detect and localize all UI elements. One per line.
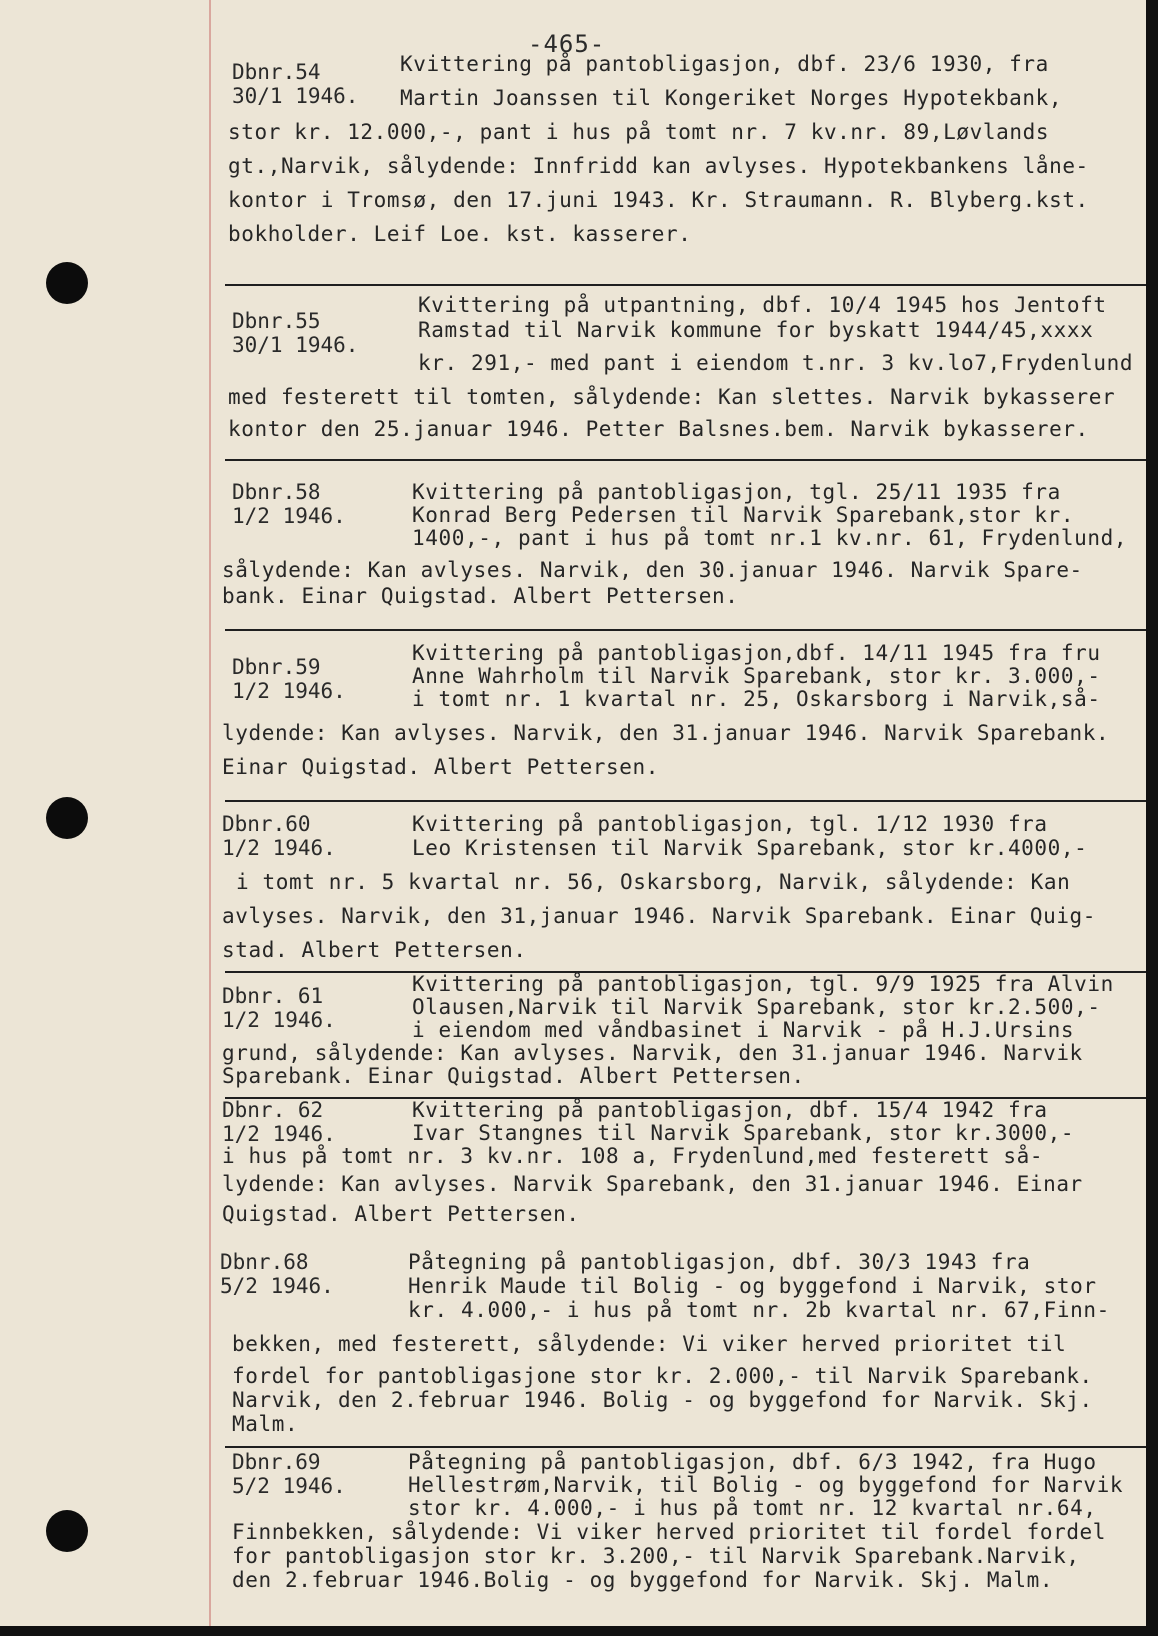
record-line: grund, sålydende: Kan avlyses. Narvik, den 31.januar 1946. Narvik (222, 1041, 1083, 1065)
record-number: Dbnr. 61 (222, 984, 324, 1008)
record-number: Dbnr. 62 (222, 1098, 324, 1122)
record-line: lydende: Kan avlyses. Narvik, den 31.januar 1946. Narvik Sparebank. (222, 721, 1110, 745)
record-line: Olausen,Narvik til Narvik Sparebank, stor kr.2.500,- (412, 995, 1101, 1019)
record-number: Dbnr.58 (232, 480, 321, 504)
record-number: Dbnr.60 (222, 812, 311, 836)
record-line: i tomt nr. 1 kvartal nr. 25, Oskarsborg i Narvik,så- (412, 687, 1101, 711)
record-line: fordel for pantobligasjone stor kr. 2.000,- til Narvik Sparebank. (232, 1364, 1093, 1388)
record-number: Dbnr.59 (232, 655, 321, 679)
record-line: Kvittering på pantobligasjon, tgl. 9/9 1925 fra Alvin (412, 972, 1114, 996)
record-line: bekken, med festerett, sålydende: Vi viker herved prioritet til (232, 1332, 1067, 1356)
record-line: kr. 291,- med pant i eiendom t.nr. 3 kv.lo7,Frydenlund (418, 351, 1134, 375)
record-ref (222, 812, 336, 860)
record-line: Ramstad til Narvik kommune for byskatt 1944/45,xxxx (418, 318, 1094, 342)
record-date: 30/1 1946. (232, 84, 359, 108)
record-number: Dbnr.54 (232, 60, 321, 84)
record-date: 1/2 1946. (232, 679, 346, 703)
record-line: lydende: Kan avlyses. Narvik Sparebank, den 31.januar 1946. Einar (222, 1172, 1083, 1196)
record-line: Leo Kristensen til Narvik Sparebank, stor kr.4000,- (412, 836, 1088, 860)
record-line: Quigstad. Albert Pettersen. (222, 1202, 580, 1226)
record-line: bank. Einar Quigstad. Albert Pettersen. (222, 584, 739, 608)
record-line: Henrik Maude til Bolig - og byggefond i Narvik, stor (408, 1274, 1097, 1298)
record-line: Konrad Berg Pedersen til Narvik Sparebank,stor kr. (412, 503, 1075, 527)
record-ref (222, 1098, 336, 1146)
entry-separator (225, 284, 1146, 286)
page-number: -465- (528, 30, 606, 58)
record-date: 1/2 1946. (232, 504, 346, 528)
record-ref (232, 1450, 346, 1498)
punch-hole-bottom (46, 1510, 88, 1552)
record-date: 1/2 1946. (222, 836, 336, 860)
record-line: kr. 4.000,- i hus på tomt nr. 2b kvartal nr. 67,Finn- (408, 1298, 1110, 1322)
record-date: 1/2 1946. (222, 1008, 336, 1032)
record-line: for pantobligasjon stor kr. 3.200,- til Narvik Sparebank.Narvik, (232, 1544, 1080, 1568)
record-date: 1/2 1946. (222, 1122, 336, 1146)
record-line: i hus på tomt nr. 3 kv.nr. 108 a, Frydenlund,med festerett så- (222, 1144, 1044, 1168)
record-line: Narvik, den 2.februar 1946. Bolig - og byggefond for Narvik. Skj. (232, 1388, 1093, 1412)
record-line: i tomt nr. 5 kvartal nr. 56, Oskarsborg, Narvik, sålydende: Kan (236, 870, 1071, 894)
record-line: Påtegning på pantobligasjon, dbf. 30/3 1943 fra (408, 1250, 1031, 1274)
entry-separator (225, 1446, 1146, 1448)
record-line: Påtegning på pantobligasjon, dbf. 6/3 1942, fra Hugo (408, 1450, 1097, 1474)
record-ref (222, 984, 336, 1032)
punch-hole-top (46, 262, 88, 304)
entry-separator (225, 459, 1146, 461)
record-line: Malm. (232, 1412, 299, 1436)
record-line: den 2.februar 1946.Bolig - og byggefond for Narvik. Skj. Malm. (232, 1568, 1054, 1592)
record-ref (232, 480, 346, 528)
record-line: Ivar Stangnes til Narvik Sparebank, stor kr.3000,- (412, 1121, 1075, 1145)
entry-separator (225, 629, 1146, 631)
record-ref (232, 309, 358, 357)
record-number: Dbnr.69 (232, 1450, 321, 1474)
record-line: Hellestrøm,Narvik, til Bolig - og byggefond for Narvik (408, 1473, 1124, 1497)
record-date: 5/2 1946. (232, 1474, 346, 1498)
record-line: Einar Quigstad. Albert Pettersen. (222, 755, 660, 779)
record-line: Sparebank. Einar Quigstad. Albert Pettersen. (222, 1064, 805, 1088)
entry-separator (225, 800, 1146, 802)
record-date: 30/1 1946. (232, 333, 359, 357)
record-line: Kvittering på pantobligasjon,dbf. 14/11 1945 fra fru (412, 641, 1101, 665)
record-ref (220, 1250, 334, 1298)
record-line: gt.,Narvik, sålydende: Innfridd kan avlyses. Hypotekbankens låne- (228, 154, 1089, 178)
margin-rule (209, 0, 211, 1626)
record-line: stor kr. 12.000,-, pant i hus på tomt nr. 7 kv.nr. 89,Løvlands (228, 120, 1050, 144)
record-line: i eiendom med våndbasinet i Narvik - på H.J.Ursins (412, 1018, 1075, 1042)
record-line: stad. Albert Pettersen. (222, 938, 527, 962)
record-number: Dbnr.68 (220, 1250, 309, 1274)
record-line: sålydende: Kan avlyses. Narvik, den 30.januar 1946. Narvik Spare- (222, 558, 1083, 582)
record-line: med festerett til tomten, sålydende: Kan slettes. Narvik bykasserer (228, 385, 1116, 409)
record-line: 1400,-, pant i hus på tomt nr.1 kv.nr. 61, Frydenlund, (412, 526, 1128, 550)
record-line: Finnbekken, sålydende: Vi viker herved prioritet til fordel fordel (232, 1520, 1107, 1544)
record-line: Kvittering på pantobligasjon, dbf. 15/4 1942 fra (412, 1098, 1048, 1122)
record-line: Martin Joanssen til Kongeriket Norges Hypotekbank, (400, 86, 1063, 110)
record-line: Anne Wahrholm til Narvik Sparebank, stor kr. 3.000,- (412, 664, 1101, 688)
record-line: stor kr. 4.000,- i hus på tomt nr. 12 kvartal nr.64, (408, 1496, 1097, 1520)
record-line: Kvittering på pantobligasjon, dbf. 23/6 1930, fra (400, 52, 1049, 76)
punch-hole-middle (46, 797, 88, 839)
record-date: 5/2 1946. (220, 1274, 334, 1298)
record-line: bokholder. Leif Loe. kst. kasserer. (228, 222, 692, 246)
record-line: kontor den 25.januar 1946. Petter Balsnes.bem. Narvik bykasserer. (228, 417, 1089, 441)
record-ref (232, 655, 346, 703)
record-line: Kvittering på pantobligasjon, tgl. 1/12 1930 fra (412, 812, 1048, 836)
record-line: kontor i Tromsø, den 17.juni 1943. Kr. Straumann. R. Blyberg.kst. (228, 188, 1089, 212)
record-line: avlyses. Narvik, den 31,januar 1946. Narvik Sparebank. Einar Quig- (222, 904, 1097, 928)
record-line: Kvittering på utpantning, dbf. 10/4 1945 hos Jentoft (418, 293, 1107, 317)
record-number: Dbnr.55 (232, 309, 321, 333)
record-ref (232, 60, 358, 108)
record-line: Kvittering på pantobligasjon, tgl. 25/11 1935 fra (412, 480, 1061, 504)
